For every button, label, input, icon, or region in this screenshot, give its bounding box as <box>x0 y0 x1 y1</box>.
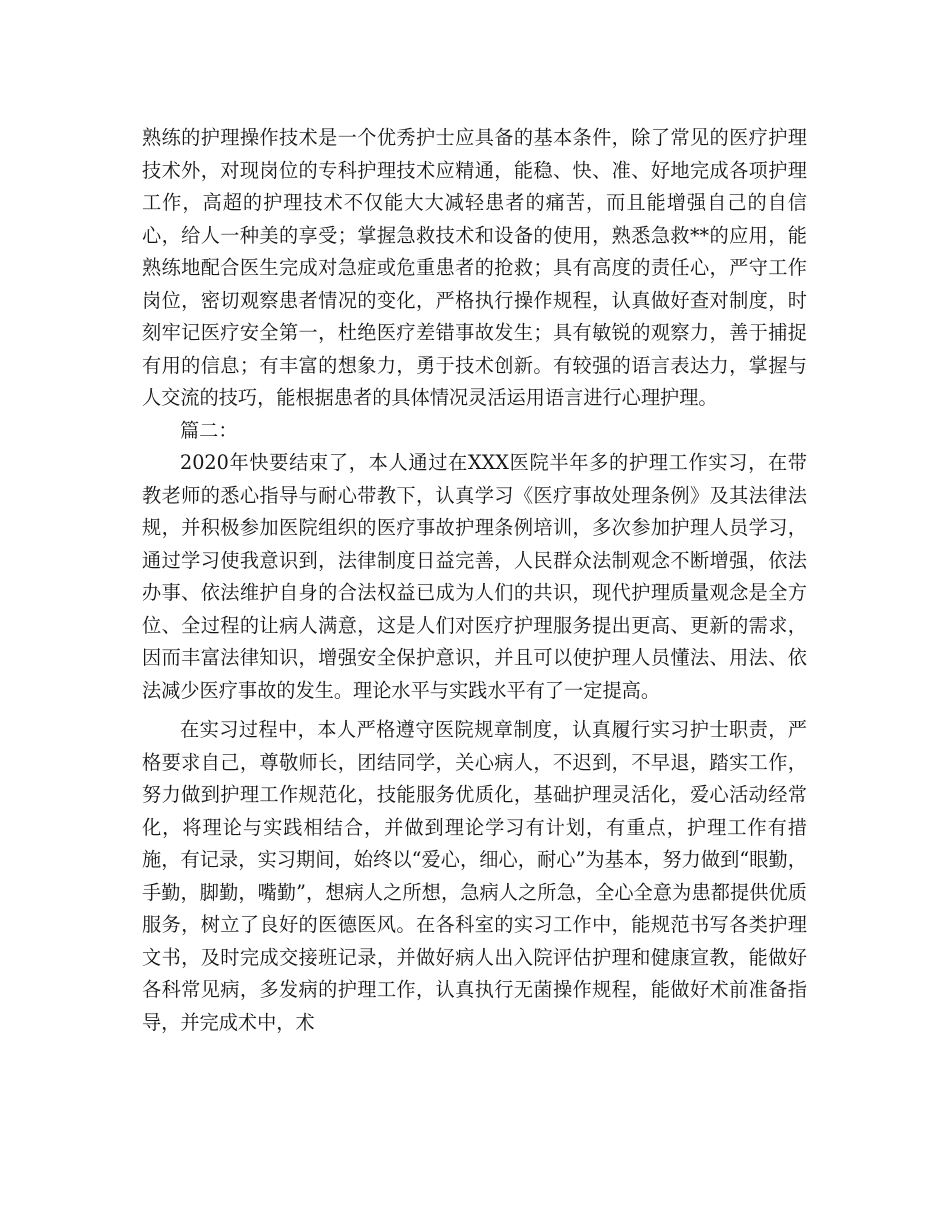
section-heading-part-two: 篇二： <box>180 418 238 442</box>
document-body <box>142 122 807 1039</box>
paragraph-nursing-skills: 熟练的护理操作技术是一个优秀护士应具备的基本条件，除了常见的医疗护理技术外，对现岗位的专科护理技术应精通，能稳、快、准、好地完成各项护理工作，高超的护理技术不仅能大大减轻患者的痛苦，而且能增强自己的自信心，给人一种美的享受；掌握急救技术和设备的使用，熟悉急救**的应用，能熟练地配合医生完成对急症或危重患者的抢救；具有高度的责任心，严守工作岗位，密切观察患者情况的变化，严格执行操作规程，认真做好查对制度，时刻牢记医疗安全第一，杜绝医疗差错事故发生；具有敏锐的观察力，善于捕捉有用的信息；有丰富的想象力，勇于技术创新。有较强的语言表达力，掌握与人交流的技巧，能根据患者的具体情况灵活运用语言进行心理护理。 <box>142 126 807 409</box>
paragraph-internship-conduct: 在实习过程中，本人严格遵守医院规章制度，认真履行实习护士职责，严格要求自己，尊敬师长，团结同学，关心病人，不迟到，不早退，踏实工作，努力做到护理工作规范化，技能服务优质化，基础护理灵活化，爱心活动经常化，将理论与实践相结合，并做到理论学习有计划，有重点，护理工作有措施，有记录，实习期间，始终以“爱心，细心，耐心”为基本，努力做到“眼勤，手勤，脚勤，嘴勤”，想病人之所想，急病人之所急，全心全意为患都提供优质服务，树立了良好的医德医风。在各科室的实习工作中，能规范书写各类护理文书，及时完成交接班记录，并做好病人出入院评估护理和健康宣教，能做好各科常见病，多发病的护理工作，认真执行无菌操作规程，能做好术前准备指导，并完成术中，术 <box>142 718 807 1034</box>
paragraph-internship-summary: 2020年快要结束了，本人通过在XXX医院半年多的护理工作实习，在带教老师的悉心指导与耐心带教下，认真学习《医疗事故处理条例》及其法律法规，并积极参加医院组织的医疗事故护理条例培训，多次参加护理人员学习，通过学习使我意识到，法律制度日益完善，人民群众法制观念不断增强，依法办事、依法维护自身的合法权益已成为人们的共识，现代护理质量观念是全方位、全过程的让病人满意，这是人们对医疗护理服务提出更高、更新的需求，因而丰富法律知识，增强安全保护意识，并且可以使护理人员懂法、用法、依法减少医疗事故的发生。理论水平与实践水平有了一定提高。 <box>142 451 807 702</box>
